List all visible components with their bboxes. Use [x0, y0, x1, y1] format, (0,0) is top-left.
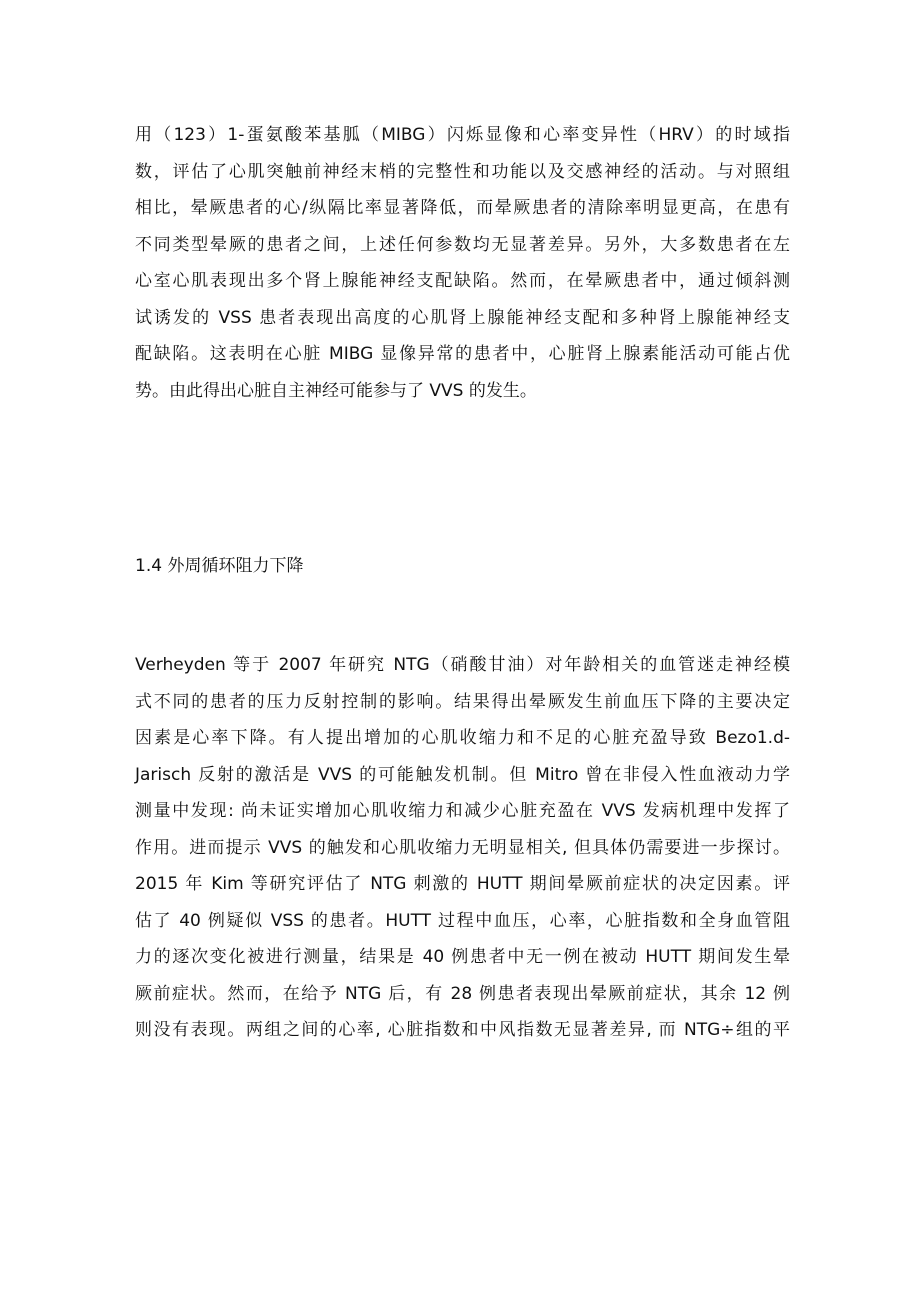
text-line: 力的逐次变化被进行测量，结果是 40 例患者中无一例在被动 HUTT 期间发生晕	[135, 947, 790, 967]
text-line: 相比，晕厥患者的心/纵隔比率显著降低，而晕厥患者的清除率明显更高，在患有	[135, 198, 790, 218]
section-heading: 1.4 外周循环阻力下降	[135, 556, 304, 576]
text-line: 因素是心率下降。有人提出增加的心肌收缩力和不足的心脏充盈导致 Bezo1.d-	[135, 728, 790, 748]
text-line: 作用。进而提示 VVS 的触发和心肌收缩力无明显相关, 但具体仍需要进一步探讨。	[135, 837, 790, 858]
text-line: 心室心肌表现出多个肾上腺能神经支配缺陷。然而，在晕厥患者中，通过倾斜测	[135, 271, 790, 291]
text-line: 则没有表现。两组之间的心率, 心脏指数和中风指数无显著差异, 而 NTG÷组的平	[135, 1020, 790, 1040]
text-line: 估了 40 例疑似 VSS 的患者。HUTT 过程中血压，心率，心脏指数和全身血管阻	[135, 910, 790, 931]
text-line: Verheyden 等于 2007 年研究 NTG（硝酸甘油）对年龄相关的血管迷走神经模	[135, 655, 790, 675]
text-line: 2015 年 Kim 等研究评估了 NTG 刺激的 HUTT 期间晕厥前症状的决定因素。评	[135, 874, 790, 894]
text-line: 厥前症状。然而，在给予 NTG 后，有 28 例患者表现出晕厥前症状，其余 12 例	[135, 983, 790, 1004]
paragraph-peripheral-resistance	[135, 647, 790, 1049]
text-line: 试诱发的 VSS 患者表现出高度的心肌肾上腺能神经支配和多种肾上腺能神经支	[135, 307, 790, 328]
text-line: 配缺陷。这表明在心脏 MIBG 显像异常的患者中，心脏肾上腺素能活动可能占优	[135, 344, 790, 364]
text-line: Jarisch 反射的激活是 VVS 的可能触发机制。但 Mitro 曾在非侵入性血液动力学	[135, 764, 790, 785]
text-line: 测量中发现: 尚未证实增加心肌收缩力和减少心脏充盈在 VVS 发病机理中发挥了	[135, 801, 790, 821]
paragraph-mibg-findings	[135, 117, 790, 409]
text-line: 势。由此得出心脏自主神经可能参与了 VVS 的发生。	[135, 380, 537, 401]
text-line: 用（123）1-蛋氨酸苯基胍（MIBG）闪烁显像和心率变异性（HRV）的时域指	[135, 125, 790, 145]
text-line: 不同类型晕厥的患者之间，上述任何参数均无显著差异。另外，大多数患者在左	[135, 234, 790, 255]
text-line: 数，评估了心肌突触前神经末梢的完整性和功能以及交感神经的活动。与对照组	[135, 161, 790, 182]
text-line: 式不同的患者的压力反射控制的影响。结果得出晕厥发生前血压下降的主要决定	[135, 691, 790, 712]
